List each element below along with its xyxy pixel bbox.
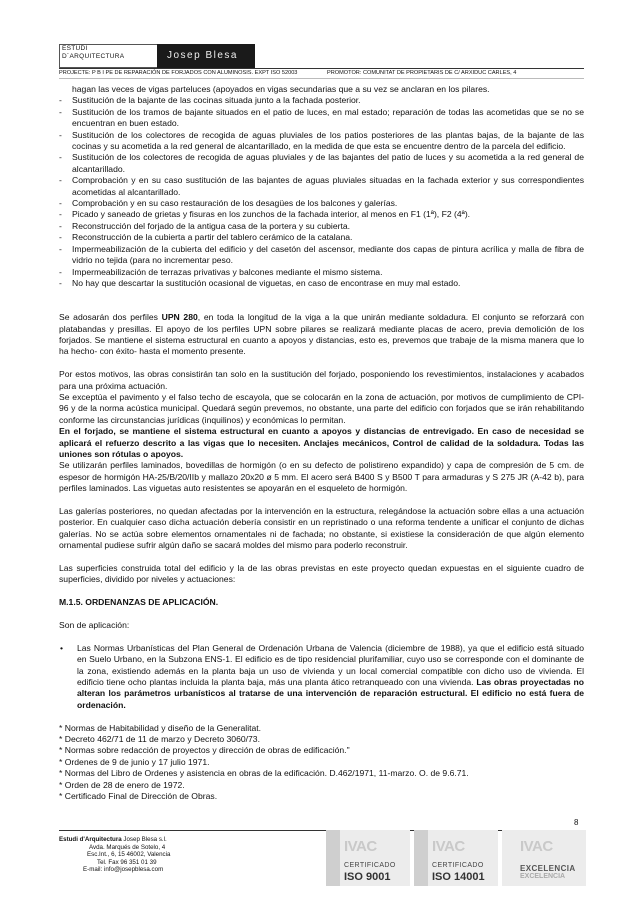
footer-addr-line: Esc.Int., 6, 15 46002, Valencia bbox=[87, 851, 171, 859]
header-rule bbox=[59, 68, 584, 69]
studio-label-line1: ESTUDI bbox=[62, 45, 88, 52]
norms-list bbox=[59, 723, 584, 803]
list-item: - Picado y saneado de grietas y fisuras en los zunchos de la fachada interior, al menos en F1 (1ª), F2 (4ª). bbox=[59, 209, 471, 220]
paragraph-upn: Se adosarán dos perfiles UPN 280, en toda la longitud de la viga a la que unirán mediante soldadura. El conjunto se reforzará con platabandas y presillas. El apoyo de los perfiles UPN sobre pilares se realizará mediante placas de acero, previa demolición de los forjados. Se mantiene el sistema estructural en cuanto a apoyos y distancias, esto es, prevemos que trabaje de la misma manera que lo ha hecho- con éxito- hasta el momento presente. bbox=[59, 312, 584, 357]
bullet-item: • Las Normas Urbanísticas del Plan General de Ordenación Urbana de Valencia (diciembre de 1988), ya que el edificio está situado en Suelo Urbano, en la Subzona ENS-1. El edificio es de tipo residencial plurifamiliar, cuyo uso se corresponde con el dominante de la zona, existiendo además en la planta baja un uso de vivienda y un local comercial compatible con dicho uso de vivienda. El edificio tiene ocho plantas incluida la planta baja, más una planta ático retranqueado con una vivienda. Las obras proyectadas no alteran los parámetros urbanísticos al tratarse de una intervención de reparación estructural. El edificio no está fuera de ordenación. bbox=[60, 642, 584, 710]
paragraph-galleries: Las galerías posteriores, no quedan afectadas por la intervención en la estructura, relegándose la actuación sobre ellas a una actuación posterior. En cualquier caso dicha actuación debería consistir en un repristinado o una reforma tendente a unificar el conjunto de dichas galerías. No se actúa sobre elementos ornamentales ni de fachada; no obstante, si existiese la consideración de que algún elemento ornamental pudiese sufrir algún daño se sacará moldes del mismo para poderlo reconstruir. bbox=[59, 505, 584, 551]
norm-item: * Ordenes de 9 de junio y 17 julio 1971. bbox=[59, 756, 210, 767]
project-line: PROJECTE: P B I PE DE REPARACIÓN DE FORJADOS CON ALUMINOSIS. EXPT ISO 52003 bbox=[59, 70, 298, 76]
footer-addr-line: E-mail: info@josepblesa.com bbox=[83, 866, 164, 874]
norm-item: * Normas del Libro de Ordenes y asistencia en obras de la edificación. D.462/1971, 11-marzo. O. de 9.6.71. bbox=[59, 768, 469, 779]
header-subrule bbox=[59, 78, 584, 79]
list-item: - Reconstrucción del forjado de la antigua casa de la portera y su cubierta. bbox=[59, 220, 351, 231]
section-title: M.1.5. ORDENANZAS DE APLICACIÓN. bbox=[59, 597, 219, 608]
paragraph-materials: Se utilizarán perfiles laminados, bovedillas de hormigón (o en su defecto de polistireno expandido) y capa de compresión de 5 cm. de espesor de hormigón HA-25/B/20/IIb y mallazo 20x20 ø 5 mm. El acero será B400 S y B500 T para armaduras y S 275 JR (A-42 b), para perfiles laminados. Las viguetas auto resistentes se apoyarán en el esqueleto de hormigón. bbox=[59, 460, 584, 494]
footer-studio: Estudi d'Arquitectura Josep Blesa s.l. bbox=[59, 836, 167, 843]
norm-item: * Normas sobre redacción de proyectos y dirección de obras de edificación." bbox=[59, 745, 350, 756]
list-item: - Impermeabilización de la cubierta del edificio y del casetón del ascensor, mediante dos capas de pintura acrílica y malla de fibra de vidrio no tejida (para no incrementar peso. bbox=[59, 243, 584, 266]
norm-item: * Normas de Habitabilidad y diseño de la Generalitat. bbox=[59, 722, 262, 733]
norm-item: * Decreto 462/71 de 11 de marzo y Decreto 3060/73. bbox=[59, 734, 260, 745]
list-item: - Comprobación y en su caso sustitución de las bajantes de aguas pluviales situadas en la fachada exterior y sus correspondientes acometidas al alcantarillado. bbox=[59, 175, 584, 197]
works-list bbox=[59, 95, 584, 289]
architect-name: Josep Blesa bbox=[157, 44, 255, 68]
promoter-line: PROMOTOR: COMUNITAT DE PROPIETARIS DE C/ ARXIDUC CARLES, 4 bbox=[327, 70, 517, 76]
iso-14001-logo: IVAC CERTIFICADO ISO 14001 bbox=[414, 830, 498, 886]
footer-addr-line: Tel. Fax 96 351 01 39 bbox=[97, 858, 157, 866]
intro-line: hagan las veces de vigas parteluces (apoyados en vigas secundarias que a su vez se anclaran en los pilares. bbox=[72, 84, 490, 94]
paragraph-motives: Por estos motivos, las obras consistirán tan solo en la sustitución del forjado, posponiendo los revestimientos, instalaciones y acabados para una próxima actuación. bbox=[59, 369, 584, 391]
studio-label-line2: D´ARQUITECTURA bbox=[62, 53, 125, 60]
list-item: - Sustitución de los colectores de recogida de aguas pluviales de los patios posteriores de las plantas bajas, de la bajante de las cocinas y su acometida a la red general de alcantarillado, en la medida de que esta se encuentre dentro de la parcela del edificio. bbox=[59, 129, 584, 152]
paragraph-structural-system: En el forjado, se mantiene el sistema estructural en cuanto a apoyos y distancias de entrevigado. En caso de necesidad se aplicará el refuerzo descrito a las vigas que lo necesiten. Anclajes mecánicos, Control de calidad de la soldadura. Todas las uniones son rótulas o apoyos. bbox=[59, 426, 584, 459]
document-body bbox=[59, 84, 584, 802]
page-number: 8 bbox=[574, 818, 579, 827]
norm-item: * Orden de 28 de enero de 1972. bbox=[59, 779, 185, 790]
paragraph-surfaces: Las superficies construida total del edificio y la de las obras previstas en este proyecto quedan expuestas en el siguiente cuadro de superficies, dividido por niveles y actuaciones: bbox=[59, 562, 584, 585]
list-item: - Sustitución de los colectores de recogida de aguas pluviales y de las bajantes del patio de luces y su acometida a la red general de alcantarillado. bbox=[59, 152, 584, 174]
list-item: - Sustitución de la bajante de las cocinas situada junto a la fachada posterior. bbox=[59, 95, 361, 106]
applies-label: Son de aplicación: bbox=[59, 619, 130, 630]
footer-address bbox=[59, 836, 170, 874]
paragraph-exceptions: Se exceptúa el pavimento y el falso techo de escayola, que se colocarán en la zona de actuación, por motivos de cumplimiento de CPI-96 y de la norma acústica municipal. Quedará según prevemos, no obstante, una parte del edificio con forjados que se irán rehabilitando conforme las circunstancias jurídicas (inquilinos) y económicas lo permitan. bbox=[59, 391, 584, 425]
list-item: - Comprobación y en su caso restauración de los desagües de los balcones y galerías. bbox=[59, 198, 398, 209]
list-item: - Reconstrucción de la cubierta a partir del tablero cerámico de la catalana. bbox=[59, 232, 353, 243]
excellence-logo: IVAC EXCELENCIA EXCELENCIA bbox=[502, 830, 586, 886]
studio-label bbox=[62, 45, 124, 61]
list-item: - Impermeabilización de terrazas privativas y balcones mediante el mismo sistema. bbox=[59, 266, 383, 277]
list-item: - Sustitución de los tramos de bajante situados en el patio de luces, en mal estado; reparación de todas las acometidas que se no se encuentran en buen estado. bbox=[59, 106, 584, 129]
list-item: - No hay que descartar la sustitución ocasional de viguetas, en caso de encontrase en muy mal estado. bbox=[59, 277, 461, 288]
iso-9001-logo: IVAC CERTIFICADO ISO 9001 bbox=[326, 830, 410, 886]
footer-addr-line: Avda. Marqués de Sotelo, 4 bbox=[89, 843, 166, 851]
norm-item: * Certificado Final de Dirección de Obras. bbox=[59, 791, 218, 802]
